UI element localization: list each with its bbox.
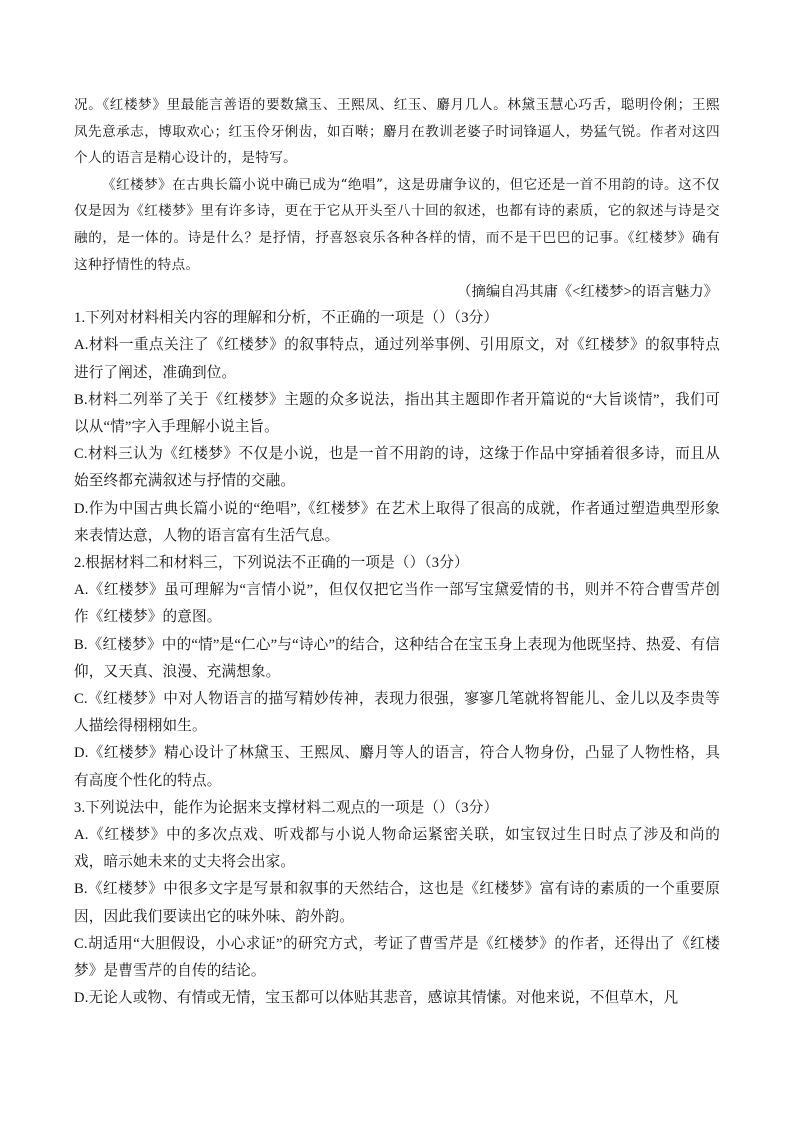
option-c: C.材料三认为《红楼梦》不仅是小说，也是一首不用韵的诗，这缘于作品中穿插着很多诗，而且从始至终都充满叙述与抒情的交融。 [74, 446, 720, 490]
question-2 [74, 550, 720, 795]
passage-paragraph-2: 《红楼梦》在古典长篇小说中确已成为“绝唱”，这是毋庸争议的，但它还是一首不用韵的诗。这不仅仅是因为《红楼梦》里有许多诗，更在于它从开头至八十回的叙述，也都有诗的素质，它的叙述与诗是交融的，是一体的。诗是什么？是抒情，抒喜怒哀乐各种各样的情，而不是干巴巴的记事。《红楼梦》确有这种抒情性的特点。 [74, 176, 720, 273]
exam-page [74, 92, 720, 1012]
question-1 [74, 305, 720, 550]
option-a: A.材料一重点关注了《红楼梦》的叙事特点，通过列举事例、引用原文，对《红楼梦》的叙事特点进行了阐述，准确到位。 [74, 337, 720, 381]
option-c: C.胡适用“大胆假设，小心求证”的研究方式，考证了曹雪芹是《红楼梦》的作者，还得出了《红楼梦》是曹雪芹的自传的结论。 [74, 935, 720, 980]
option-a: A.《红楼梦》中的多次点戏、听戏都与小说人物命运紧密关联，如宝钗过生日时点了涉及和尚的戏，暗示她未来的丈夫将会出家。 [74, 827, 720, 871]
question-stem: 1.下列对材料相关内容的理解和分析，不正确的一项是（）（3分） [74, 310, 499, 327]
option-d: D.无论人或物、有情或无情，宝玉都可以体贴其悲音，感谅其情愫。对他来说，不但草木，凡 [74, 990, 679, 1007]
option-d: D.《红楼梦》精心设计了林黛玉、王熙凤、麝月等人的语言，符合人物身份，凸显了人物性格，具有高度个性化的特点。 [74, 745, 720, 789]
option-a: A.《红楼梦》虽可理解为“言情小说”，但仅仅把它当作一部写宝黛爱情的书，则并不符合曹雪芹创作《红楼梦》的意图。 [74, 582, 720, 626]
option-b: B.《红楼梦》中的“情”是“仁心”与“诗心”的结合，这种结合在宝玉身上表现为他既坚持、热爱、有信仰，又天真、浪漫、充满想象。 [74, 636, 720, 680]
question-3 [74, 795, 720, 1013]
option-d: D.作为中国古典长篇小说的“绝唱”,《红楼梦》在艺术上取得了很高的成就，作者通过塑造典型形象来表情达意，人物的语言富有生活气息。 [74, 500, 720, 544]
option-b: B.材料二列举了关于《红楼梦》主题的众多说法，指出其主题即作者开篇说的“大旨谈情”，我们可以从“情”字入手理解小说主旨。 [74, 391, 720, 435]
option-b: B.《红楼梦》中很多文字是写景和叙事的天然结合，这也是《红楼梦》富有诗的素质的一个重要原因，因此我们要读出它的味外味、韵外韵。 [74, 881, 720, 925]
option-c: C.《红楼梦》中对人物语言的描写精妙传神，表现力很强，寥寥几笔就将智能儿、金儿以及李贵等人描绘得栩栩如生。 [74, 691, 720, 735]
passage-source: （摘编自冯其庸《<红楼梦>的语言魅力》 [457, 284, 718, 301]
question-stem: 2.根据材料二和材料三，下列说法不正确的一项是（）（3分） [74, 554, 469, 571]
question-stem: 3.下列说法中，能作为论据来支撑材料二观点的一项是（）（3分） [74, 799, 499, 816]
passage-paragraph-1: 况。《红楼梦》里最能言善语的要数黛玉、王熙凤、红玉、麝月几人。林黛玉慧心巧舌，聪明伶俐；王熙凤先意承志，博取欢心；红玉伶牙俐齿，如百啭；麝月在教训老婆子时词锋逼人，势猛气锐。作者对这四个人的语言是精心设计的，是特写。 [74, 97, 720, 167]
